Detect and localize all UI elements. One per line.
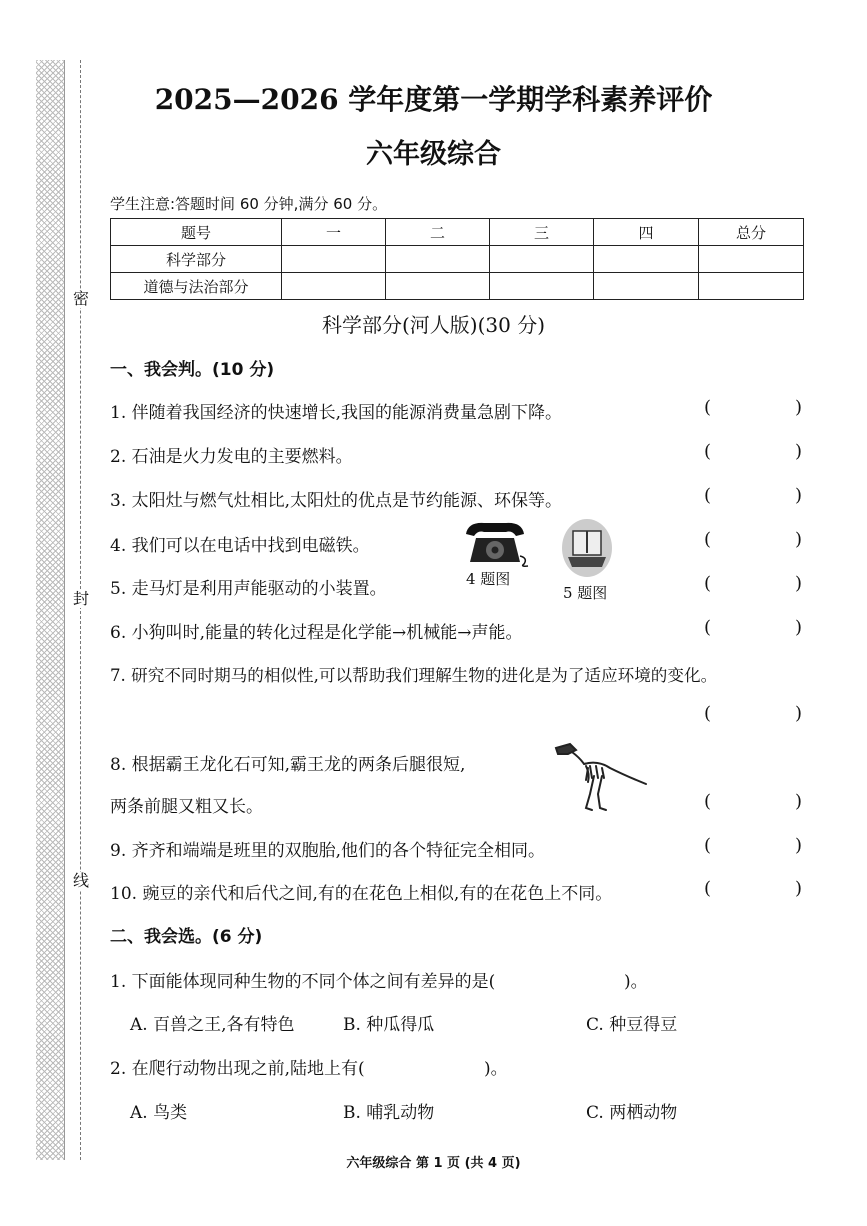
score-table [110, 218, 804, 300]
score-table-row [111, 273, 804, 300]
answer-paren-close: ) [795, 878, 803, 899]
score-cell[interactable] [282, 273, 386, 300]
score-cell[interactable] [490, 273, 594, 300]
answer-paren-close: ) [795, 835, 803, 856]
answer-paren-open: ( [704, 791, 712, 812]
answer-paren-close: ) [795, 617, 803, 638]
telephone-figure [462, 520, 532, 568]
question-1: 1. 伴随着我国经济的快速增长,我国的能源消费量急剧下降。 [110, 403, 563, 423]
binding-strip [36, 60, 65, 1160]
mc-question-1-option-b[interactable]: B. 种瓜得瓜 [343, 1015, 435, 1035]
score-table-row [111, 246, 804, 273]
answer-paren-open: ( [704, 835, 712, 856]
score-cell[interactable] [699, 246, 804, 273]
answer-paren-close: ) [795, 791, 803, 812]
mc-question-2-option-a[interactable]: A. 鸟类 [130, 1103, 188, 1123]
answer-paren-close: ) [795, 573, 803, 594]
answer-paren-close: ) [795, 529, 803, 550]
question-5: 5. 走马灯是利用声能驱动的小装置。 [110, 579, 387, 599]
science-part-title: 科学部分(河人版)(30 分) [321, 313, 546, 337]
question-10: 10. 豌豆的亲代和后代之间,有的在花色上相似,有的在花色上不同。 [110, 884, 613, 904]
answer-paren-open: ( [704, 703, 712, 724]
question-7: 7. 研究不同时期马的相似性,可以帮助我们理解生物的进化是为了适应环境的变化。 [110, 666, 718, 685]
score-cell[interactable] [699, 273, 804, 300]
answer-paren-open: ( [704, 441, 712, 462]
mc-question-2-stem-end: )。 [484, 1059, 508, 1079]
mc-question-1-stem-end: )。 [624, 972, 648, 992]
page-footer: 六年级综合 第 1 页 (共 4 页) [346, 1156, 521, 1171]
binding-dashed-line [80, 60, 81, 1160]
question-6: 6. 小狗叫时,能量的转化过程是化学能→机械能→声能。 [110, 623, 523, 643]
figure-4-caption: 4 题图 [466, 570, 511, 588]
mc-question-2-option-b[interactable]: B. 哺乳动物 [343, 1103, 435, 1123]
answer-paren-open: ( [704, 617, 712, 638]
score-row-label: 道德与法治部分 [111, 273, 282, 300]
figure-5-caption: 5 题图 [563, 584, 608, 602]
answer-paren-open: ( [704, 529, 712, 550]
answer-paren-close: ) [795, 397, 803, 418]
answer-paren-open: ( [704, 878, 712, 899]
score-cell[interactable] [594, 273, 699, 300]
score-header-cell: 四 [594, 219, 699, 246]
section1-heading: 一、我会判。(10 分) [110, 360, 275, 380]
score-header-cell: 题号 [111, 219, 282, 246]
score-header-cell: 二 [386, 219, 490, 246]
exam-subtitle: 六年级综合 [366, 139, 501, 170]
score-row-label: 科学部分 [111, 246, 282, 273]
score-cell[interactable] [282, 246, 386, 273]
exam-title: 2025—2026 学年度第一学期学科素养评价 [154, 83, 713, 116]
question-9: 9. 齐齐和端端是班里的双胞胎,他们的各个特征完全相同。 [110, 841, 546, 861]
question-3: 3. 太阳灶与燃气灶相比,太阳灶的优点是节约能源、环保等。 [110, 491, 563, 511]
student-notice: 学生注意:答题时间 60 分钟,满分 60 分。 [110, 195, 388, 213]
answer-paren-close: ) [795, 703, 803, 724]
score-header-cell: 总分 [699, 219, 804, 246]
answer-paren-open: ( [704, 573, 712, 594]
score-header-cell: 一 [282, 219, 386, 246]
question-8-continued: 两条前腿又粗又长。 [110, 797, 263, 817]
binding-char-xian: 线 [73, 871, 90, 890]
score-table-header-row [111, 219, 804, 246]
section2-heading: 二、我会选。(6 分) [110, 927, 263, 947]
score-cell[interactable] [594, 246, 699, 273]
mc-question-1-option-c[interactable]: C. 种豆得豆 [586, 1015, 678, 1035]
mc-question-2-stem: 2. 在爬行动物出现之前,陆地上有( [110, 1059, 365, 1079]
question-4: 4. 我们可以在电话中找到电磁铁。 [110, 536, 370, 556]
answer-paren-open: ( [704, 397, 712, 418]
score-cell[interactable] [490, 246, 594, 273]
question-2: 2. 石油是火力发电的主要燃料。 [110, 447, 353, 467]
score-cell[interactable] [386, 246, 490, 273]
answer-paren-open: ( [704, 485, 712, 506]
binding-char-mi: 密 [73, 289, 90, 308]
answer-paren-close: ) [795, 485, 803, 506]
lantern-figure [560, 517, 615, 579]
mc-question-2-option-c[interactable]: C. 两栖动物 [586, 1103, 678, 1123]
binding-char-feng: 封 [73, 589, 90, 608]
mc-question-1-stem: 1. 下面能体现同种生物的不同个体之间有差异的是( [110, 972, 496, 992]
score-cell[interactable] [386, 273, 490, 300]
answer-paren-close: ) [795, 441, 803, 462]
score-header-cell: 三 [490, 219, 594, 246]
trex-skeleton-figure [550, 738, 650, 813]
question-8: 8. 根据霸王龙化石可知,霸王龙的两条后腿很短, [110, 755, 466, 775]
mc-question-1-option-a[interactable]: A. 百兽之王,各有特色 [130, 1015, 295, 1035]
